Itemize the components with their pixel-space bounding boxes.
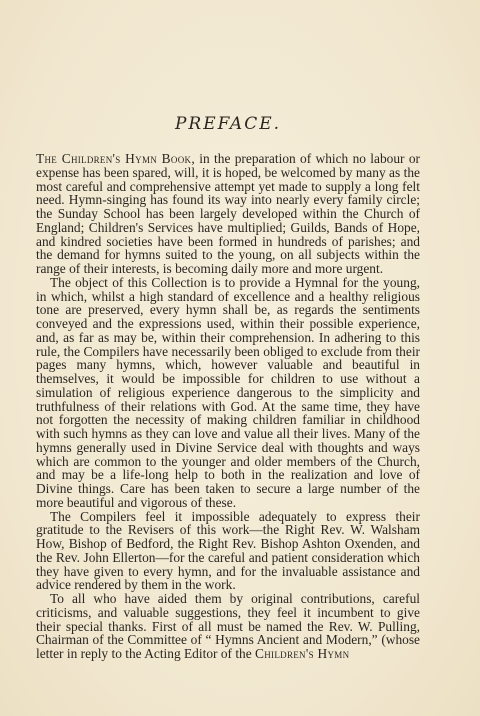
page-title: PREFACE.	[174, 114, 282, 134]
paragraph-1	[36, 152, 420, 276]
paragraph-3	[36, 510, 420, 593]
paragraph-3-text: The Compilers feel it impossible adequately to express their gratitude to the Revisers of this work—the Right Rev. W. Walsham How, Bishop of Bedford, the Right Rev. Bishop Ashton Oxenden, and the Rev. John Ellerton—for the careful and patient consideration which they have given to every hymn, and for the invaluable assistance and advice rendered by them in the work.	[36, 508, 420, 593]
paragraph-1-text: in the preparation of which no labour or expense has been spared, will, it is hoped, be welcomed by many as the most careful and comprehensive attempt yet made to supply a long felt need. Hymn-singing has found its way into nearly every family circle; the Sunday School has been largely developed within the Church of England; Children's Services have multiplied; Guilds, Bands of Hope, and kindred societies have been formed in hundreds of parishes; and the demand for hymns suited to the young, on all subjects within the range of their interests, is becoming daily more and more urgent.	[36, 151, 420, 276]
book-title-small-caps-tail: Children's Hymn	[255, 646, 350, 661]
preface-body	[36, 152, 420, 661]
paragraph-4	[36, 592, 420, 661]
paragraph-4-text: To all who have aided them by original contributions, careful criticisms, and valuable suggestions, they feel it incumbent to give their special thanks. First of all must be named the Rev. W. Pulling, Chairman of the Committee of “ Hymns Ancient and Modern,” (whose letter in reply to the Acting Editor of the	[36, 591, 420, 661]
book-title-small-caps: The Children's Hymn Book,	[36, 151, 195, 166]
paragraph-2-text: The object of this Collection is to provide a Hymnal for the young, in which, whilst a high standard of excellence and a healthy religious tone are preserved, every hymn shall be, as regards the sentiments conveyed and the expressions used, within their possible experience, and, as far as may be, within their comprehension. In adhering to this rule, the Compilers have necessarily been obliged to exclude from their pages many hymns, which, however valuable and beautiful in themselves, it would be impossible for children to use without a simulation of religious experience dangerous to the simplicity and truthfulness of their relations with God. At the same time, they have not forgotten the necessity of making children familiar in childhood with such hymns as they can love and value all their lives. Many of the hymns generally used in Divine Service deal with thoughts and ways which are common to the younger and older members of the Church, and may be a life-long help to both in the realization and love of Divine things. Care has been taken to secure a large number of the more beautiful and vigorous of these.	[36, 274, 420, 510]
paragraph-2	[36, 276, 420, 510]
